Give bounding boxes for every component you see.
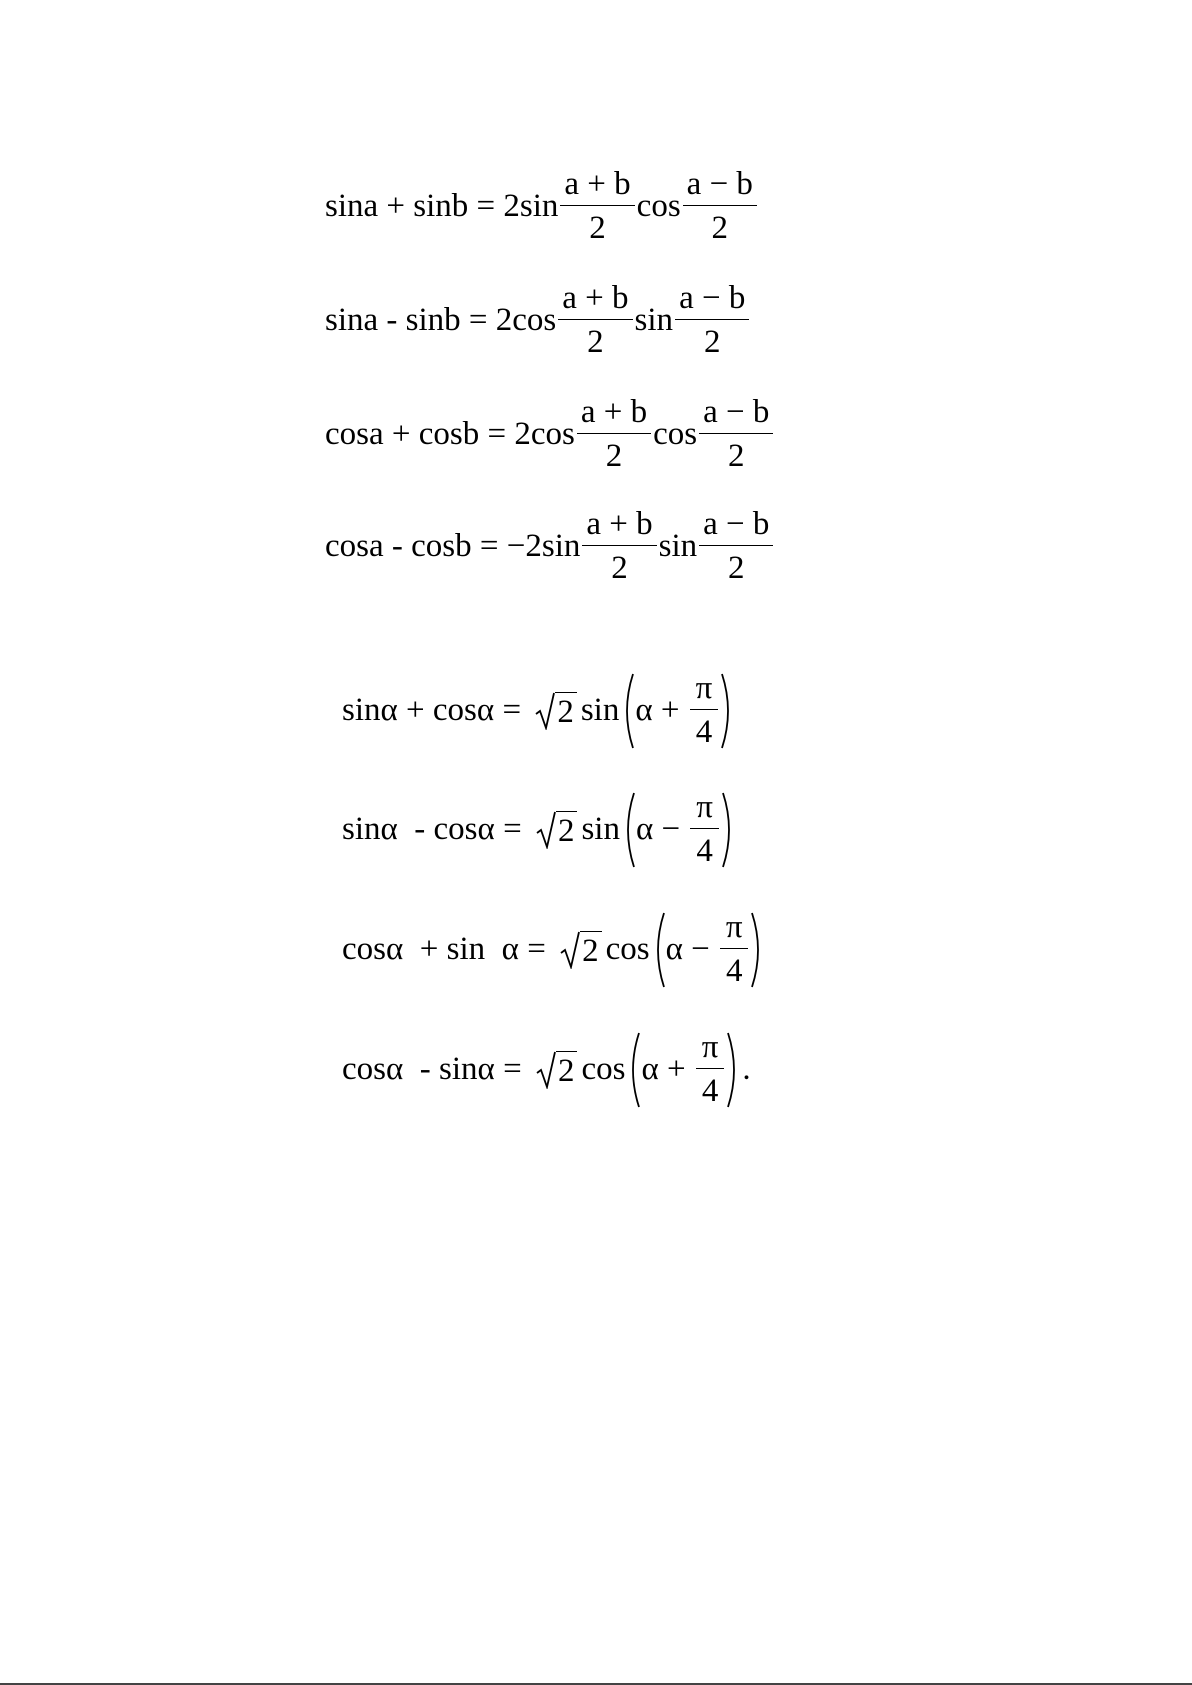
formula-lhs: sinα - cosα = xyxy=(342,811,530,847)
formula-lhs: sinα + cosα = xyxy=(342,692,530,728)
angle-term: α − xyxy=(665,931,718,967)
denominator: 4 xyxy=(690,709,719,749)
radicand: 2 xyxy=(580,931,602,969)
formula-function: cos xyxy=(636,188,681,224)
formula-coefficient: 2sin xyxy=(503,188,559,224)
numerator: a + b xyxy=(586,506,653,542)
denominator: 4 xyxy=(690,828,719,868)
numerator: a − b xyxy=(703,506,770,542)
formula-tail: . xyxy=(742,1051,751,1087)
aux-formula-4 xyxy=(342,1031,751,1108)
fraction xyxy=(690,791,719,868)
denominator: 4 xyxy=(696,1068,725,1108)
denominator: 2 xyxy=(699,433,773,473)
aux-formula-2 xyxy=(342,791,737,868)
radicand: 2 xyxy=(556,1051,578,1089)
denominator: 2 xyxy=(582,545,656,585)
fraction xyxy=(696,1031,725,1108)
fraction xyxy=(699,508,773,585)
formula-function: sin xyxy=(580,692,620,728)
formula-sin-sum xyxy=(325,168,759,245)
numerator: π xyxy=(695,670,713,706)
formula-lhs: cosa - cosb = xyxy=(325,528,507,564)
denominator: 4 xyxy=(720,948,749,988)
formula-lhs: cosα - sinα = xyxy=(342,1051,530,1087)
left-paren-icon xyxy=(625,1032,641,1108)
fraction xyxy=(699,396,773,473)
denominator: 2 xyxy=(675,319,749,359)
radical-sign-icon xyxy=(535,692,555,730)
numerator: a − b xyxy=(679,280,746,316)
numerator: π xyxy=(701,1029,719,1065)
fraction xyxy=(558,282,632,359)
formula-function: sin xyxy=(634,302,674,338)
fraction xyxy=(675,282,749,359)
fraction xyxy=(582,508,656,585)
radicand: 2 xyxy=(556,811,578,849)
square-root xyxy=(535,692,577,730)
denominator: 2 xyxy=(558,319,632,359)
numerator: π xyxy=(696,789,713,825)
radical-sign-icon xyxy=(536,1051,556,1089)
radical-sign-icon xyxy=(560,931,580,969)
denominator: 2 xyxy=(683,205,757,245)
radicand: 2 xyxy=(555,692,577,730)
radical-sign-icon xyxy=(536,811,556,849)
numerator: a + b xyxy=(564,166,631,202)
formula-sin-difference xyxy=(325,282,751,359)
angle-term: α + xyxy=(635,692,688,728)
fraction xyxy=(720,911,749,988)
right-paren-icon xyxy=(721,792,737,868)
right-paren-icon xyxy=(726,1032,742,1108)
formula-lhs: cosa + cosb = xyxy=(325,416,515,452)
formula-function: cos xyxy=(653,416,698,452)
fraction xyxy=(577,396,651,473)
denominator: 2 xyxy=(560,205,634,245)
left-paren-icon xyxy=(619,673,635,749)
formula-cos-difference xyxy=(325,508,775,585)
fraction xyxy=(560,168,634,245)
angle-term: α − xyxy=(635,811,689,847)
formula-lhs: sina + sinb = xyxy=(325,188,504,224)
formula-lhs: sina - sinb = xyxy=(325,302,496,338)
fraction xyxy=(683,168,757,245)
square-root xyxy=(536,1051,578,1089)
formula-function: sin xyxy=(658,528,698,564)
square-root xyxy=(536,811,578,849)
left-paren-icon xyxy=(620,792,636,868)
square-root xyxy=(560,931,602,969)
angle-term: α + xyxy=(641,1051,694,1087)
fraction xyxy=(690,672,719,749)
numerator: a − b xyxy=(686,166,753,202)
left-paren-icon xyxy=(650,912,666,988)
formula-coefficient: 2cos xyxy=(514,416,575,452)
numerator: a + b xyxy=(562,280,629,316)
formula-cos-sum xyxy=(325,396,775,473)
formula-coefficient: −2sin xyxy=(506,528,581,564)
aux-formula-3 xyxy=(342,911,766,988)
formula-function: cos xyxy=(581,1051,626,1087)
numerator: a − b xyxy=(703,394,770,430)
numerator: a + b xyxy=(580,394,648,430)
numerator: π xyxy=(725,909,743,945)
denominator: 2 xyxy=(699,545,773,585)
formula-lhs: cosα + sin α = xyxy=(342,931,555,967)
formula-function: sin xyxy=(581,811,620,847)
formula-function: cos xyxy=(605,931,650,967)
right-paren-icon xyxy=(750,912,766,988)
right-paren-icon xyxy=(720,673,736,749)
aux-formula-1 xyxy=(342,672,736,749)
denominator: 2 xyxy=(577,433,651,473)
formula-coefficient: 2cos xyxy=(495,302,557,338)
